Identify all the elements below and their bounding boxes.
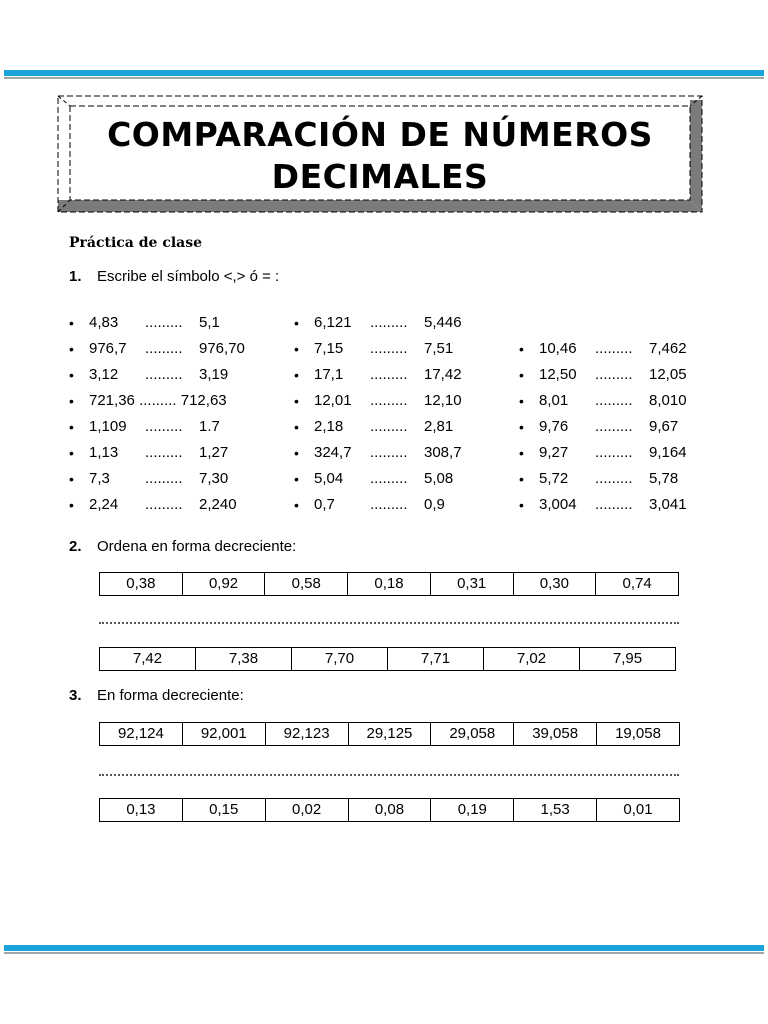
comparison-blank: ......... xyxy=(370,496,408,513)
exercise-2-answer-line xyxy=(99,620,679,624)
left-number: 324,7 xyxy=(314,444,352,461)
exercise-3-number-table-b xyxy=(99,798,680,822)
comparison-item xyxy=(519,443,687,469)
bottom-divider xyxy=(4,945,764,954)
left-number: 10,46 xyxy=(539,340,577,357)
number-cell: 0,15 xyxy=(182,799,265,822)
right-number: 5,08 xyxy=(424,470,454,487)
comparison-blank: ......... xyxy=(145,496,183,513)
section-heading: Práctica de clase xyxy=(69,235,203,251)
right-number: 7,51 xyxy=(424,340,454,357)
comparison-blank: ......... xyxy=(595,366,633,383)
number-cell: 92,001 xyxy=(182,723,265,746)
exercise-1-number: 1. xyxy=(69,268,82,285)
right-number: 5,1 xyxy=(199,314,220,331)
comparison-blank: ......... xyxy=(595,340,633,357)
comparison-item xyxy=(69,495,245,521)
comparison-item xyxy=(69,365,245,391)
exercise-2-number-table-a xyxy=(99,572,679,596)
comparison-item xyxy=(519,365,687,391)
left-number: 3,004 xyxy=(539,496,577,513)
number-cell: 19,058 xyxy=(597,723,680,746)
left-number: 12,01 xyxy=(314,392,352,409)
comparison-blank: ......... xyxy=(139,392,177,409)
right-number: 7,462 xyxy=(649,340,687,357)
exercise-2-number: 2. xyxy=(69,538,82,555)
number-cell: 0,19 xyxy=(431,799,514,822)
right-number: 0,9 xyxy=(424,496,445,513)
exercise-3-number: 3. xyxy=(69,687,82,704)
number-cell: 7,71 xyxy=(388,648,484,671)
page-title-line-2: DECIMALES xyxy=(271,157,489,196)
left-number: 976,7 xyxy=(89,340,127,357)
exercise-3-answer-line xyxy=(99,772,679,776)
right-number: 3,19 xyxy=(199,366,229,383)
number-cell: 0,02 xyxy=(265,799,348,822)
left-number: 17,1 xyxy=(314,366,344,383)
left-number: 12,50 xyxy=(539,366,577,383)
comparison-blank: ......... xyxy=(370,470,408,487)
comparison-item xyxy=(519,495,687,521)
left-number: 1,13 xyxy=(89,444,119,461)
comparison-blank: ......... xyxy=(595,470,633,487)
right-number: 5,78 xyxy=(649,470,679,487)
left-number: 5,04 xyxy=(314,470,344,487)
top-divider xyxy=(4,70,764,79)
comparison-blank: ......... xyxy=(145,314,183,331)
comparison-item xyxy=(69,469,245,495)
number-cell: 1,53 xyxy=(514,799,597,822)
number-cell: 29,058 xyxy=(431,723,514,746)
comparison-item xyxy=(519,469,687,495)
number-cell: 7,95 xyxy=(580,648,676,671)
number-cell: 92,124 xyxy=(100,723,183,746)
right-number: 17,42 xyxy=(424,366,462,383)
number-cell: 7,70 xyxy=(292,648,388,671)
comparison-column-2 xyxy=(294,313,462,521)
left-number: 7,15 xyxy=(314,340,344,357)
comparison-blank: ......... xyxy=(145,340,183,357)
right-number: 976,70 xyxy=(199,340,245,357)
right-number: 712,63 xyxy=(180,392,227,409)
left-number: 1,109 xyxy=(89,418,127,435)
left-number: 6,121 xyxy=(314,314,352,331)
comparison-item xyxy=(294,495,462,521)
left-number: 5,72 xyxy=(539,470,569,487)
number-cell: 0,31 xyxy=(430,573,513,596)
right-number: 2,240 xyxy=(199,496,237,513)
number-cell: 7,42 xyxy=(100,648,196,671)
exercise-3-instruction xyxy=(69,687,244,704)
right-number: 5,446 xyxy=(424,314,462,331)
comparison-item xyxy=(294,443,462,469)
comparison-item xyxy=(294,417,462,443)
number-cell: 0,38 xyxy=(100,573,183,596)
right-number: 1,27 xyxy=(199,444,229,461)
number-cell: 7,38 xyxy=(196,648,292,671)
exercise-2-text: Ordena en forma decreciente: xyxy=(97,538,297,555)
number-cell: 7,02 xyxy=(484,648,580,671)
comparison-blank: ......... xyxy=(145,444,183,461)
exercise-3-text: En forma decreciente: xyxy=(97,687,244,704)
right-number: 9,164 xyxy=(649,444,687,461)
comparison-item xyxy=(519,417,687,443)
right-number: 9,67 xyxy=(649,418,679,435)
left-number: 8,01 xyxy=(539,392,569,409)
left-number: 4,83 xyxy=(89,314,119,331)
left-number: 9,76 xyxy=(539,418,569,435)
exercise-2-number-table-b xyxy=(99,647,676,671)
page-title xyxy=(70,114,690,198)
right-number: 308,7 xyxy=(424,444,462,461)
left-number: 2,18 xyxy=(314,418,344,435)
comparison-item xyxy=(69,313,245,339)
number-cell: 29,125 xyxy=(348,723,431,746)
comparison-item xyxy=(294,391,462,417)
comparison-item xyxy=(69,391,245,417)
comparison-blank: ......... xyxy=(370,340,408,357)
number-cell: 92,123 xyxy=(265,723,348,746)
number-cell: 0,01 xyxy=(597,799,680,822)
right-number: 12,10 xyxy=(424,392,462,409)
comparison-item xyxy=(69,443,245,469)
comparison-blank: ......... xyxy=(370,366,408,383)
comparison-blank: ......... xyxy=(595,496,633,513)
left-number: 7,3 xyxy=(89,470,110,487)
comparison-item xyxy=(69,417,245,443)
right-number: 8,010 xyxy=(649,392,687,409)
comparison-blank: ......... xyxy=(145,418,183,435)
comparison-blank: ......... xyxy=(370,444,408,461)
right-number: 3,041 xyxy=(649,496,687,513)
comparison-blank: ......... xyxy=(370,314,408,331)
exercise-2-instruction xyxy=(69,538,296,555)
comparison-column-1 xyxy=(69,313,245,521)
exercise-1-instruction xyxy=(69,268,279,285)
comparison-item xyxy=(519,339,687,365)
right-number: 1.7 xyxy=(199,418,220,435)
comparison-item xyxy=(294,339,462,365)
comparison-blank: ......... xyxy=(595,444,633,461)
left-number: 2,24 xyxy=(89,496,119,513)
comparison-blank: ......... xyxy=(145,470,183,487)
page-title-line-1: COMPARACIÓN DE NÚMEROS xyxy=(107,115,653,154)
comparison-item xyxy=(294,469,462,495)
left-number: 721,36 xyxy=(89,392,135,409)
left-number: 0,7 xyxy=(314,496,335,513)
comparison-item xyxy=(69,339,245,365)
right-number: 2,81 xyxy=(424,418,454,435)
comparison-blank: ......... xyxy=(595,392,633,409)
comparison-item xyxy=(519,391,687,417)
comparison-blank: ......... xyxy=(145,366,183,383)
left-number: 3,12 xyxy=(89,366,119,383)
left-number: 9,27 xyxy=(539,444,569,461)
right-number: 12,05 xyxy=(649,366,687,383)
number-cell: 0,58 xyxy=(265,573,348,596)
number-cell: 39,058 xyxy=(514,723,597,746)
comparison-item xyxy=(294,365,462,391)
comparison-blank: ......... xyxy=(595,418,633,435)
comparison-column-3 xyxy=(519,339,687,521)
comparison-blank: ......... xyxy=(370,418,408,435)
number-cell: 0,08 xyxy=(348,799,431,822)
comparison-item xyxy=(294,313,462,339)
number-cell: 0,30 xyxy=(513,573,596,596)
exercise-3-number-table-a xyxy=(99,722,680,746)
right-number: 7,30 xyxy=(199,470,229,487)
exercise-1-text: Escribe el símbolo <,> ó = : xyxy=(97,268,280,285)
number-cell: 0,74 xyxy=(596,573,679,596)
number-cell: 0,92 xyxy=(182,573,265,596)
number-cell: 0,18 xyxy=(348,573,431,596)
number-cell: 0,13 xyxy=(100,799,183,822)
comparison-blank: ......... xyxy=(370,392,408,409)
